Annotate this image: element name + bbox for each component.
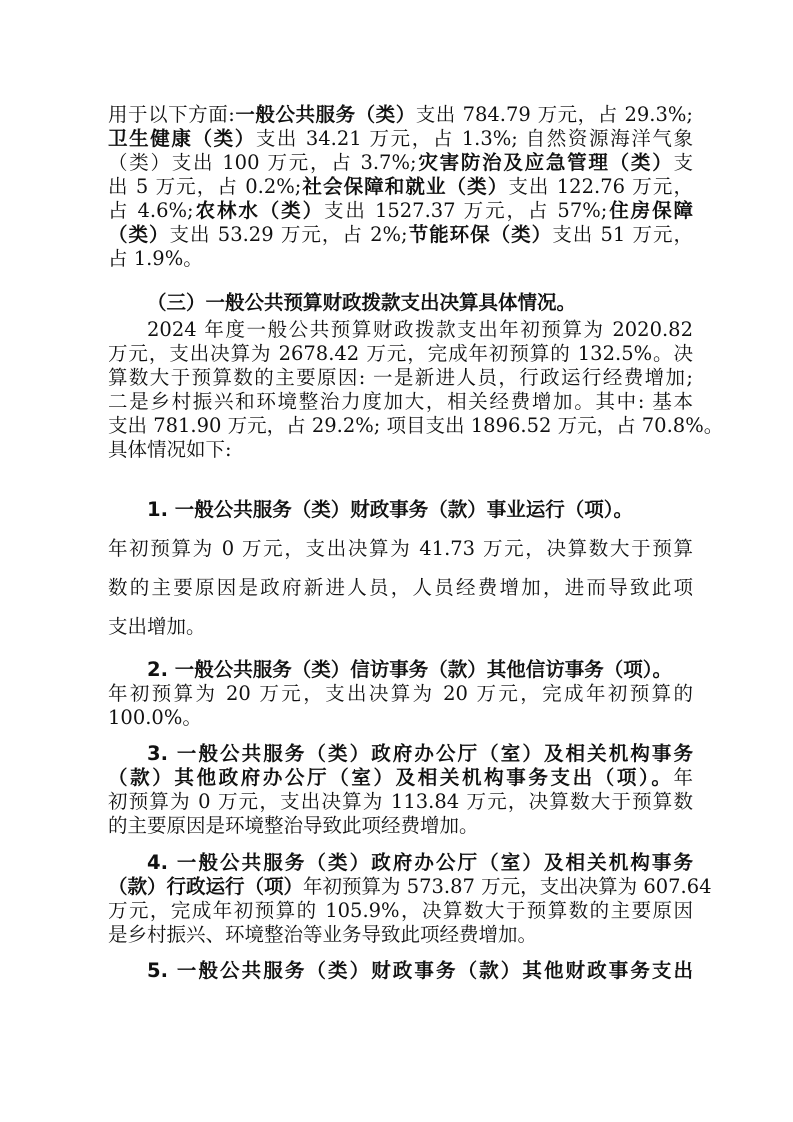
text: 年初预算为 573.87 万元，支出决算为 607.64 — [303, 875, 712, 898]
summary-line-2 — [108, 126, 693, 152]
summary-line-6 — [108, 222, 693, 248]
paragraph-line: 支出 781.90 万元，占 29.2%; 项目支出 1896.52 万元，占 70.8%。 — [108, 414, 724, 437]
item-title: 5. 一般公共服务（类）财政事务（款）其他财政事务支出 — [147, 959, 693, 982]
text: 占 4.6%; — [108, 199, 194, 222]
item-title: 4. 一般公共服务（类）政府办公厅（室）及相关机构事务 — [147, 851, 693, 874]
category-label: 卫生健康（类） — [108, 127, 256, 150]
text: 支出 53.29 万元，占 2%; — [169, 223, 408, 246]
text: 年 — [673, 766, 693, 789]
item-title-continued: （款）其他政府办公厅（室）及相关机构事务支出（项）。 — [108, 766, 674, 789]
paragraph-line: 二是乡村振兴和环境整治力度加大，相关经费增加。其中: 基本 — [108, 390, 693, 413]
item-title-line-2 — [108, 765, 693, 791]
text: 支出 34.21 万元，占 1.3%; 自然资源海洋气象 — [255, 127, 693, 150]
item-title: 2. 一般公共服务（类）信访事务（款）其他信访事务（项）。 — [147, 658, 673, 681]
text: 出 5 万元，占 0.2%; — [108, 175, 302, 198]
section-heading: （三）一般公共预算财政拨款支出决算具体情况。 — [147, 291, 577, 314]
category-label: 社会保障和就业（类） — [301, 175, 509, 198]
category-label: 一般公共服务（类） — [234, 103, 416, 126]
item-title: 3. 一般公共服务（类）政府办公厅（室）及相关机构事务 — [147, 742, 693, 765]
text: 用于以下方面: — [108, 103, 235, 126]
paragraph-line: 算数大于预算数的主要原因: 一是新进人员，行政运行经费增加; — [108, 366, 693, 389]
paragraph-line: 年初预算为 0 万元，支出决算为 41.73 万元，决算数大于预算 — [108, 537, 693, 560]
paragraph-line: 2024 年度一般公共预算财政拨款支出年初预算为 2020.82 — [147, 318, 693, 341]
text: 支出 1527.37 万元，占 57%; — [324, 199, 608, 222]
paragraph-line: 万元，支出决算为 2678.42 万元，完成年初预算的 132.5%。决 — [108, 342, 693, 365]
paragraph-line: 支出增加。 — [108, 615, 206, 638]
category-label: 农林水（类） — [193, 199, 325, 222]
paragraph-line: 万元，完成年初预算的 105.9%，决算数大于预算数的主要原因 — [108, 899, 693, 922]
category-label: 节能环保（类） — [407, 223, 553, 246]
paragraph-line: 具体情况如下: — [108, 438, 232, 461]
summary-line-5 — [108, 198, 693, 224]
paragraph-line: 数的主要原因是政府新进人员，人员经费增加，进而导致此项 — [108, 576, 693, 599]
paragraph-line: 年初预算为 20 万元，支出决算为 20 万元，完成年初预算的 — [108, 682, 693, 705]
paragraph-line: 初预算为 0 万元，支出决算为 113.84 万元，决算数大于预算数 — [108, 790, 693, 813]
text: （类）支出 100 万元，占 3.7%; — [108, 151, 417, 174]
paragraph-line: 100.0%。 — [108, 706, 202, 729]
category-label: 灾害防治及应急管理（类） — [416, 151, 674, 174]
paragraph-line: 的主要原因是环境整治导致此项经费增加。 — [108, 814, 479, 837]
summary-line-4 — [108, 174, 693, 200]
paragraph-line: 是乡村振兴、环境整治等业务导致此项经费增加。 — [108, 923, 538, 946]
text: 支出 784.79 万元，占 29.3%; — [415, 103, 693, 126]
item-title: 1. 一般公共服务（类）财政事务（款）事业运行（项）。 — [147, 498, 634, 521]
summary-line-3 — [108, 150, 693, 176]
text: 支出 51 万元， — [552, 223, 693, 246]
summary-line-7: 占 1.9%。 — [108, 247, 203, 270]
summary-line-1 — [108, 102, 693, 128]
text: 支 — [673, 151, 693, 174]
category-label: （类） — [108, 223, 170, 246]
category-label: 住房保障 — [607, 199, 693, 222]
item-title-continued: （款）行政运行（项） — [108, 875, 304, 898]
text: 支出 122.76 万元， — [508, 175, 693, 198]
item-title-line-2 — [108, 874, 712, 900]
